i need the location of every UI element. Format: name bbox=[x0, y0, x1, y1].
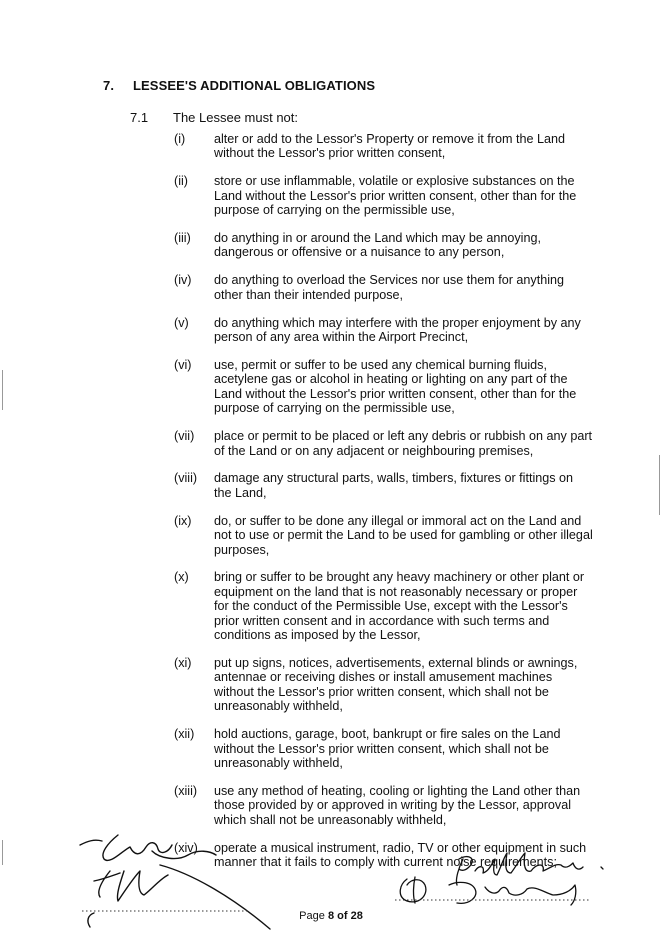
item-numeral: (xiv) bbox=[174, 840, 198, 855]
section-number: 7. bbox=[103, 78, 115, 93]
obligation-item-xii bbox=[174, 727, 594, 770]
item-text: damage any structural parts, walls, timbers, fixtures or fittings on the Land, bbox=[214, 471, 574, 500]
obligation-item-vi bbox=[174, 358, 594, 416]
item-text: use any method of heating, cooling or lighting the Land other than those provided by or approved in writing by the Lessor, approval which shall not be unreasonably withheld, bbox=[214, 783, 581, 827]
item-text: place or permit to be placed or left any debris or rubbish on any part of the Land or on any adjacent or neighbouring premises, bbox=[214, 429, 593, 458]
clause-text: The Lessee must not: bbox=[173, 110, 299, 125]
obligation-list bbox=[174, 132, 594, 883]
item-numeral: (xi) bbox=[174, 655, 192, 670]
obligation-item-ii bbox=[174, 174, 594, 217]
item-text: do, or suffer to be done any illegal or immoral act on the Land and not to use or permit the Land to be used for gambling or other illegal purposes, bbox=[214, 513, 593, 557]
page-total: 28 bbox=[350, 910, 363, 922]
item-numeral: (ix) bbox=[174, 513, 192, 528]
page-label: Page bbox=[299, 910, 325, 922]
item-text: alter or add to the Lessor's Property or remove it from the Land without the Lessor's prior written consent, bbox=[214, 132, 566, 161]
obligation-item-xi bbox=[174, 656, 594, 714]
item-numeral: (iv) bbox=[174, 273, 192, 288]
item-text: bring or suffer to be brought any heavy machinery or other plant or equipment on the land that is not reasonably necessary or proper for the conduct of the Permissible Use, except with the Lessor's prior written consent and in accordance with such terms and conditions as imposed by the Lessor, bbox=[214, 570, 585, 643]
obligation-item-x bbox=[174, 570, 594, 642]
obligation-item-vii bbox=[174, 429, 594, 458]
page-number: 8 bbox=[327, 910, 335, 922]
page-footer bbox=[0, 910, 662, 922]
item-text: hold auctions, garage, boot, bankrupt or fire sales on the Land without the Lessor's prior written consent, which shall not be unreasonably withheld, bbox=[214, 727, 561, 770]
obligation-item-iii bbox=[174, 231, 594, 260]
obligation-item-viii bbox=[174, 471, 594, 500]
item-numeral: (vi) bbox=[174, 357, 192, 372]
item-numeral: (v) bbox=[174, 315, 189, 330]
item-text: operate a musical instrument, radio, TV or other equipment in such manner that it fails to comply with current noise requirements; bbox=[214, 840, 587, 869]
signature-left bbox=[60, 825, 300, 940]
item-numeral: (iii) bbox=[174, 231, 191, 246]
signature-right bbox=[385, 845, 615, 915]
section-title: LESSEE'S ADDITIONAL OBLIGATIONS bbox=[133, 78, 376, 93]
scan-edge-mark-left-bottom bbox=[2, 840, 3, 865]
item-text: use, permit or suffer to be used any chemical burning fluids, acetylene gas or alcohol in heating or lighting on any part of the Land without the Lessor's prior written consent, other than for the purpose of carrying on the permissible use, bbox=[214, 357, 577, 416]
section-heading bbox=[103, 78, 375, 93]
clause-intro bbox=[130, 110, 298, 125]
item-numeral: (xiii) bbox=[174, 783, 198, 798]
item-numeral: (viii) bbox=[174, 471, 198, 486]
clause-number: 7.1 bbox=[130, 110, 149, 125]
obligation-item-i bbox=[174, 132, 594, 161]
obligation-item-iv bbox=[174, 273, 594, 302]
obligation-item-xiii bbox=[174, 784, 594, 827]
item-text: do anything to overload the Services nor use them for anything other than their intended purpose, bbox=[214, 273, 565, 302]
obligation-item-ix bbox=[174, 514, 594, 557]
item-numeral: (xii) bbox=[174, 727, 195, 742]
item-text: put up signs, notices, advertisements, external blinds or awnings, antennae or receiving dishes or install amusement machines without the Lessor's prior written consent, which shall not be unreasonably withheld, bbox=[214, 655, 578, 714]
item-numeral: (ii) bbox=[174, 174, 188, 189]
item-text: do anything which may interfere with the proper enjoyment by any person of any area within the Airport Precinct, bbox=[214, 315, 581, 345]
item-text: store or use inflammable, volatile or explosive substances on the Land without the Lessor's prior written consent, other than for the purpose of carrying on the permissible use, bbox=[214, 174, 577, 218]
item-text: do anything in or around the Land which may be annoying, dangerous or offensive or a nuisance to any person, bbox=[214, 231, 541, 260]
item-numeral: (x) bbox=[174, 570, 189, 585]
page-of-label: of bbox=[337, 910, 348, 922]
item-numeral: (vii) bbox=[174, 429, 195, 444]
scan-edge-mark-right bbox=[659, 455, 660, 515]
item-numeral: (i) bbox=[174, 132, 186, 146]
signature-right-scribble bbox=[385, 845, 615, 915]
obligation-item-v bbox=[174, 316, 594, 345]
scan-edge-mark-left bbox=[2, 370, 3, 410]
signature-left-scribble bbox=[60, 825, 300, 940]
